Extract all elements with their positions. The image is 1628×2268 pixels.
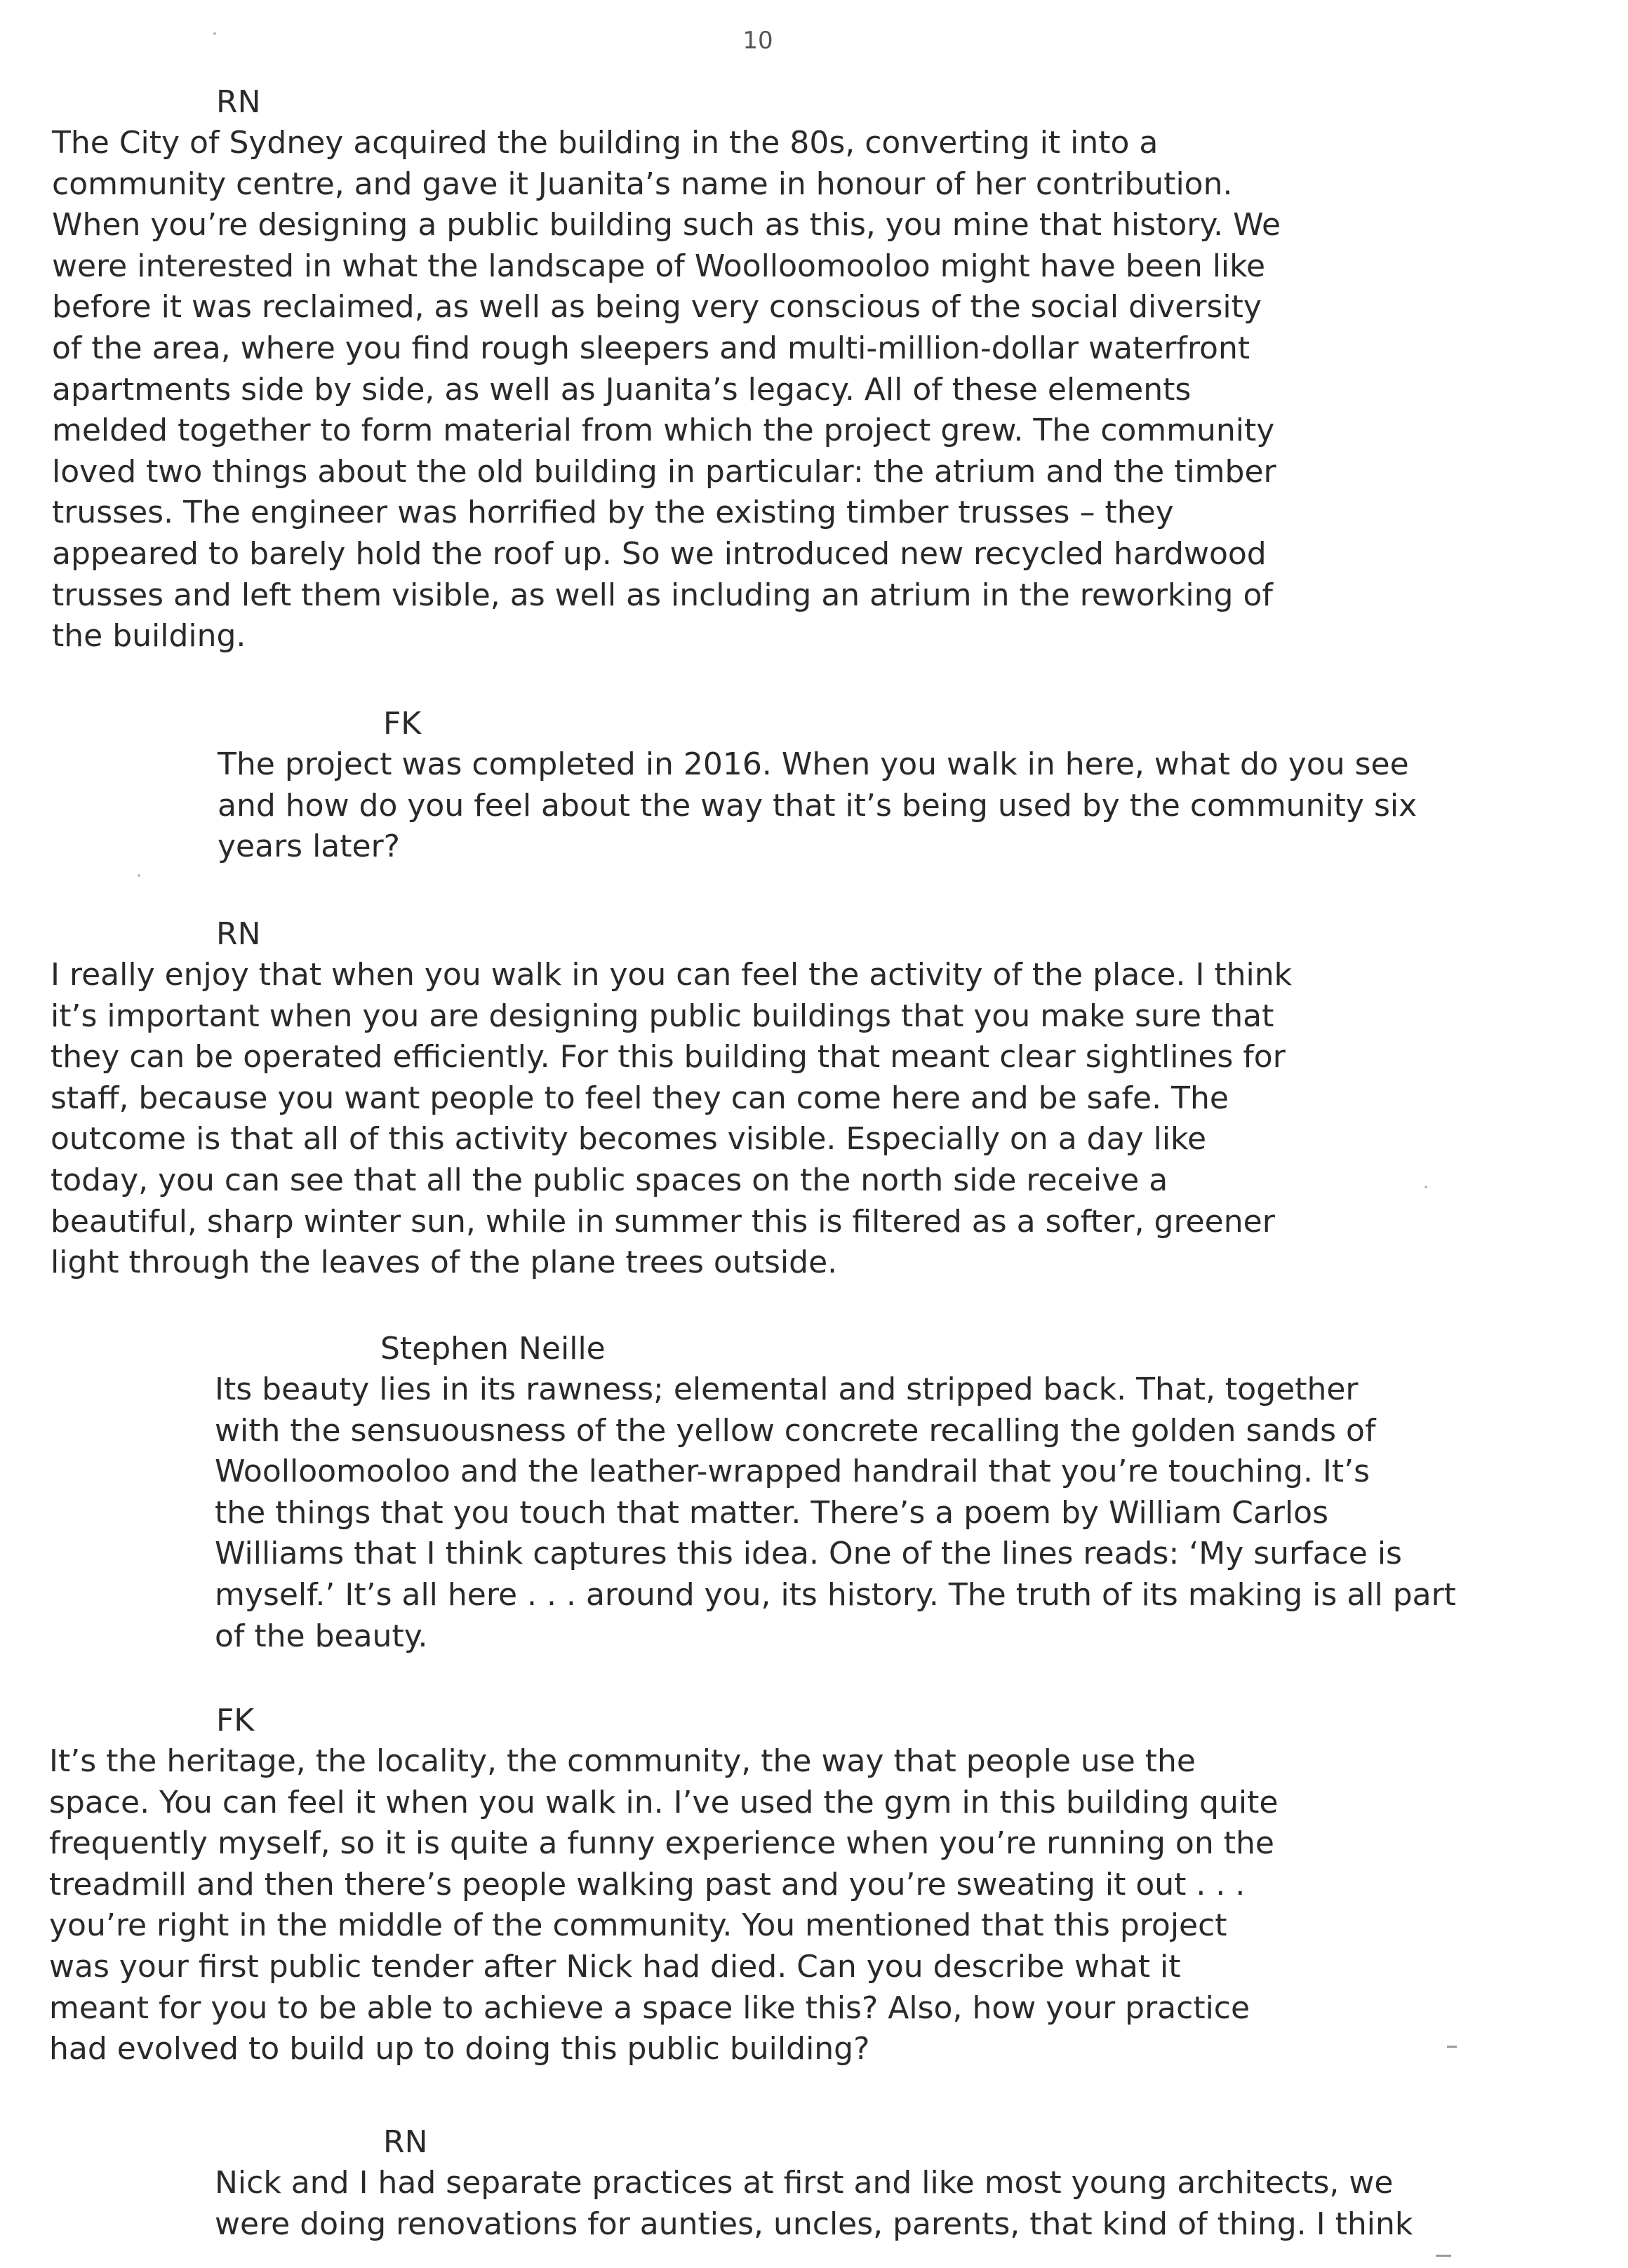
text-line: space. You can feel it when you walk in. I’ve used the gym in this building quite xyxy=(49,1784,1279,1820)
text-line: meant for you to be able to achieve a space like this? Also, how your practice xyxy=(49,1989,1250,2026)
dialogue-text xyxy=(215,2163,1413,2245)
text-line: of the beauty. xyxy=(215,1618,428,1654)
text-line: beautiful, sharp winter sun, while in summer this is filtered as a softer, greener xyxy=(51,1203,1275,1240)
dialogue-block-fk-1 xyxy=(218,703,1417,868)
text-line: of the area, where you find rough sleepers and multi-million-dollar waterfront xyxy=(52,330,1250,366)
dialogue-block-rn-2 xyxy=(51,913,1292,1284)
text-line: the building. xyxy=(52,618,246,655)
text-line: I really enjoy that when you walk in you can feel the activity of the place. I think xyxy=(51,957,1293,993)
dialogue-text xyxy=(52,123,1281,657)
text-line: The City of Sydney acquired the building in the 80s, converting it into a xyxy=(52,125,1159,161)
text-line: before it was reclaimed, as well as being very conscious of the social diversity xyxy=(52,289,1262,326)
speaker-label: Stephen Neille xyxy=(380,1331,606,1367)
text-line: were interested in what the landscape of Woolloomooloo might have been like xyxy=(52,248,1266,284)
text-line: melded together to form material from which the project grew. The community xyxy=(52,412,1275,449)
text-line: you’re right in the middle of the community. You mentioned that this project xyxy=(49,1907,1227,1944)
speaker-label: RN xyxy=(216,916,261,952)
text-line: loved two things about the old building in particular: the atrium and the timber xyxy=(52,453,1276,490)
text-line: frequently myself, so it is quite a funny experience when you’re running on the xyxy=(49,1825,1274,1862)
text-line: was your first public tender after Nick had died. Can you describe what it xyxy=(49,1948,1181,1985)
dialogue-text xyxy=(218,744,1417,868)
scan-speck xyxy=(213,32,216,35)
scan-speck xyxy=(1424,1186,1427,1188)
text-line: apartments side by side, as well as Juanita’s legacy. All of these elements xyxy=(52,371,1192,408)
text-line: myself.’ It’s all here . . . around you, its history. The truth of its making is all part xyxy=(215,1576,1456,1613)
speaker-label: FK xyxy=(216,1703,255,1738)
dialogue-block-fk-2 xyxy=(49,1700,1278,2070)
text-line: It’s the heritage, the locality, the community, the way that people use the xyxy=(49,1743,1196,1779)
dialogue-text xyxy=(51,955,1292,1284)
text-line: trusses. The engineer was horrified by the existing timber trusses – they xyxy=(52,495,1174,531)
text-line: Nick and I had separate practices at first and like most young architects, we xyxy=(215,2165,1394,2201)
scan-mark xyxy=(1436,2255,1451,2257)
text-line: The project was completed in 2016. When you walk in here, what do you see xyxy=(218,746,1409,782)
dialogue-block-rn-1 xyxy=(52,81,1281,657)
text-line: today, you can see that all the public spaces on the north side receive a xyxy=(51,1162,1168,1198)
text-line: appeared to barely hold the roof up. So we introduced new recycled hardwood xyxy=(52,535,1267,572)
speaker-label: RN xyxy=(216,84,261,120)
text-line: outcome is that all of this activity becomes visible. Especially on a day like xyxy=(51,1121,1207,1158)
text-line: trusses and left them visible, as well as including an atrium in the reworking of xyxy=(52,577,1273,613)
text-line: treadmill and then there’s people walking past and you’re sweating it out . . . xyxy=(49,1866,1246,1903)
dialogue-block-stephen-neille xyxy=(215,1328,1456,1657)
page-number: 10 xyxy=(742,27,773,55)
text-line: staff, because you want people to feel they can come here and be safe. The xyxy=(51,1080,1229,1116)
text-line: it’s important when you are designing public buildings that you make sure that xyxy=(51,998,1274,1034)
text-line: community centre, and gave it Juanita’s name in honour of her contribution. xyxy=(52,166,1233,202)
scan-mark xyxy=(1447,2046,1457,2048)
dialogue-text xyxy=(49,1741,1278,2070)
text-line: Williams that I think captures this idea. One of the lines reads: ‘My surface is xyxy=(215,1536,1402,1572)
text-line: years later? xyxy=(218,828,401,865)
dialogue-block-rn-3 xyxy=(215,2121,1413,2245)
text-line: were doing renovations for aunties, uncles, parents, that kind of thing. I think xyxy=(215,2206,1413,2242)
text-line: When you’re designing a public building such as this, you mine that history. We xyxy=(52,207,1281,243)
speaker-label: FK xyxy=(383,706,422,742)
text-line: had evolved to build up to doing this public building? xyxy=(49,2031,870,2067)
text-line: they can be operated efficiently. For this building that meant clear sightlines for xyxy=(51,1039,1286,1075)
dialogue-text xyxy=(215,1369,1456,1657)
text-line: with the sensuousness of the yellow concrete recalling the golden sands of xyxy=(215,1412,1376,1449)
text-line: the things that you touch that matter. There’s a poem by William Carlos xyxy=(215,1494,1329,1531)
speaker-label: RN xyxy=(383,2124,428,2160)
scan-speck xyxy=(138,874,140,877)
text-line: and how do you feel about the way that it’s being used by the community six xyxy=(218,787,1417,824)
text-line: Its beauty lies in its rawness; elemental and stripped back. That, together xyxy=(215,1371,1359,1407)
text-line: Woolloomooloo and the leather-wrapped handrail that you’re touching. It’s xyxy=(215,1454,1370,1490)
text-line: light through the leaves of the plane trees outside. xyxy=(51,1244,838,1281)
